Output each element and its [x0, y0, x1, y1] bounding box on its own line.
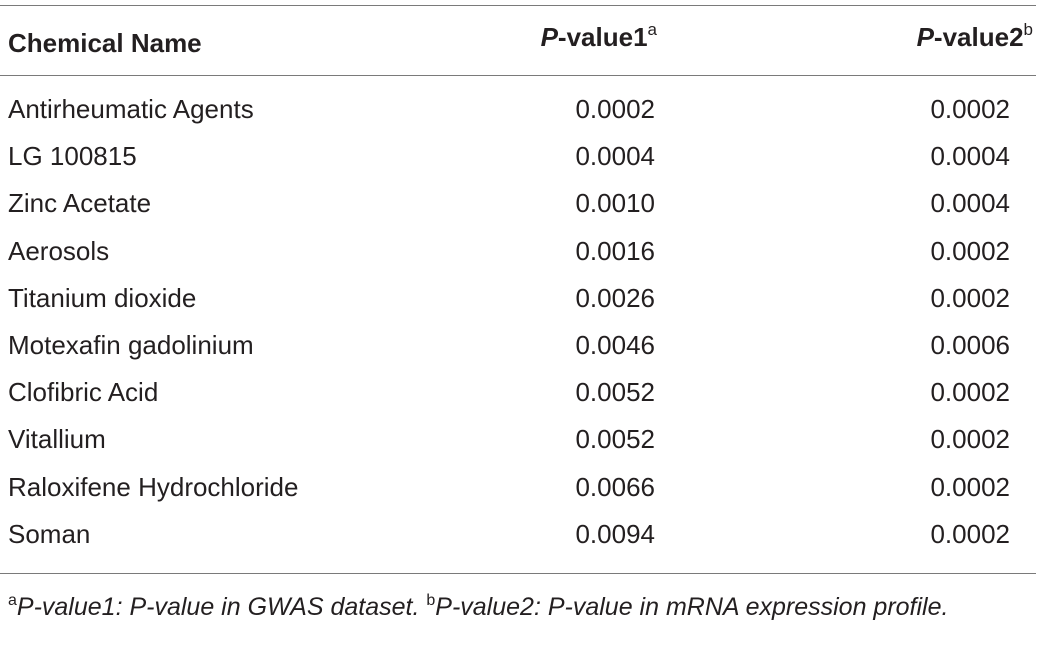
p-value2-cell: 0.0002: [930, 235, 1010, 266]
chemical-name-cell: Clofibric Acid: [8, 377, 159, 408]
chemical-name-cell: Soman: [8, 518, 91, 549]
table-row: [0, 92, 1041, 139]
p-value1-cell: 0.0016: [575, 235, 655, 266]
table-row: [0, 375, 1041, 422]
p-value2-cell: 0.0002: [930, 282, 1010, 313]
chemical-name-cell: Zinc Acetate: [8, 188, 152, 219]
p-value2-cell: 0.0002: [930, 424, 1010, 455]
chemical-name-cell: Titanium dioxide: [8, 282, 197, 313]
table-row: [0, 328, 1041, 375]
footnote-b-text: P-value2: P-value in mRNA expression profile.: [435, 593, 949, 621]
table-body: [0, 92, 1041, 564]
p-value1-cell: 0.0010: [575, 188, 655, 219]
header-p-value1-italic: P: [540, 22, 558, 52]
p-value1-cell: 0.0002: [575, 94, 655, 124]
p-value2-cell: 0.0002: [930, 94, 1010, 124]
chemical-name-cell: Antirheumatic Agents: [8, 94, 254, 124]
table-header-row: [0, 22, 1041, 62]
p-value2-cell: 0.0006: [930, 329, 1010, 360]
footnote-a-text: P-value1: P-value in GWAS dataset.: [16, 593, 420, 621]
table-row: [0, 186, 1041, 233]
header-p-value2-text: -value2: [933, 22, 1024, 52]
p-value2-cell: 0.0004: [930, 188, 1010, 219]
p-value1-cell: 0.0094: [575, 518, 655, 549]
table-top-rule: [0, 5, 1036, 6]
p-value1-cell: 0.0052: [575, 424, 655, 455]
header-p-value2-sup: b: [1023, 20, 1033, 39]
p-value1-cell: 0.0052: [575, 377, 655, 408]
table-header-rule: [0, 75, 1036, 76]
p-value2-cell: 0.0002: [930, 471, 1010, 502]
header-p-value2: [917, 22, 1033, 53]
p-value1-cell: 0.0026: [575, 282, 655, 313]
header-p-value1-sup: a: [647, 20, 657, 39]
header-p-value2-italic: P: [916, 22, 934, 52]
chemical-name-cell: Aerosols: [8, 235, 110, 266]
table-footnote: [8, 590, 1036, 624]
chemical-name-cell: Raloxifene Hydrochloride: [8, 471, 299, 502]
p-value2-cell: 0.0004: [930, 141, 1010, 172]
p-value1-cell: 0.0046: [575, 329, 655, 360]
table-row: [0, 422, 1041, 469]
chemical-name-cell: LG 100815: [8, 141, 137, 172]
p-value1-cell: 0.0004: [575, 141, 655, 172]
footnote-a-marker: a: [8, 592, 17, 609]
p-value2-cell: 0.0002: [930, 377, 1010, 408]
chemical-name-cell: Vitallium: [8, 424, 106, 455]
table-row: [0, 517, 1041, 564]
header-chemical-name: Chemical Name: [8, 28, 202, 58]
table-row: [0, 281, 1041, 328]
header-p-value1-text: -value1: [557, 22, 648, 52]
footnote-b-marker: b: [426, 592, 436, 609]
chemical-name-cell: Motexafin gadolinium: [8, 329, 254, 360]
p-value2-cell: 0.0002: [930, 518, 1010, 549]
table-row: [0, 470, 1041, 517]
header-p-value1: [541, 22, 657, 53]
p-value1-cell: 0.0066: [575, 471, 655, 502]
table-bottom-rule: [0, 573, 1036, 574]
table-row: [0, 234, 1041, 281]
table-row: [0, 139, 1041, 186]
